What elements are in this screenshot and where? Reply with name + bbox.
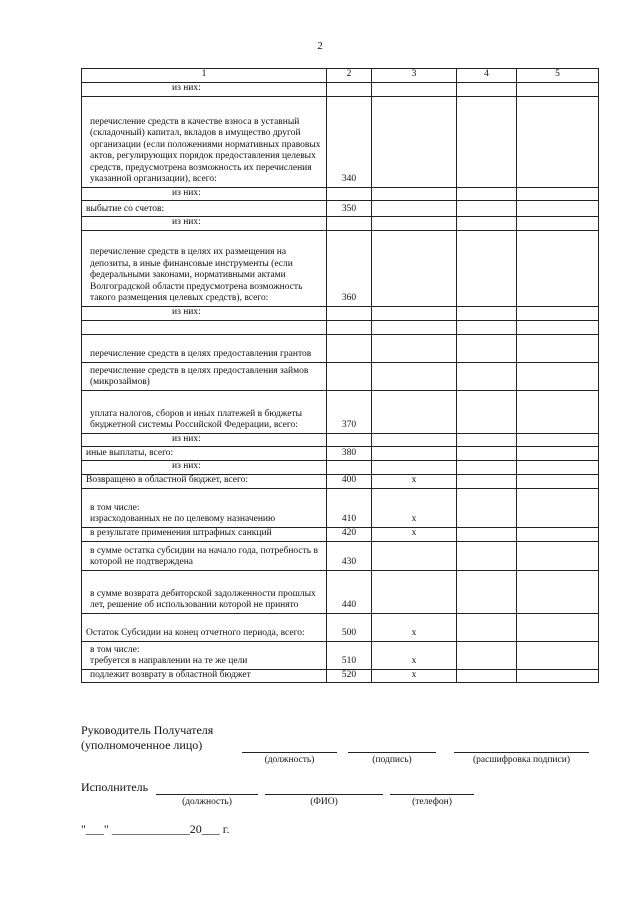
row-empty-cell [517, 201, 599, 217]
row-code [327, 334, 372, 362]
row-empty-cell [457, 390, 517, 433]
row-code [327, 320, 372, 334]
date-line: "___" _____________20___ г. [81, 822, 230, 836]
row-code: 370 [327, 390, 372, 433]
position-caption: (должность) [264, 755, 315, 765]
position-line [242, 752, 337, 753]
row-col3 [372, 187, 457, 201]
row-empty-cell [517, 433, 599, 447]
row-empty-cell [517, 641, 599, 669]
row-col3 [372, 461, 457, 475]
row-empty-cell [457, 570, 517, 613]
table-row [82, 362, 599, 390]
row-label: из них: [82, 461, 327, 475]
fio-caption: (ФИО) [310, 797, 338, 807]
row-empty-cell [457, 527, 517, 541]
row-empty-cell [517, 390, 599, 433]
row-code: 520 [327, 669, 372, 683]
row-code [327, 433, 372, 447]
row-label: в сумме остатка субсидии на начало года, потребность в которой не подтверждена [82, 541, 327, 570]
row-code [327, 187, 372, 201]
row-empty-cell [517, 541, 599, 570]
table-row [82, 187, 599, 201]
row-empty-cell [517, 474, 599, 488]
row-label: из них: [82, 306, 327, 320]
head-subtitle: (уполномоченное лицо) [81, 738, 203, 752]
row-label: в сумме возврата дебиторской задолженности прошлых лет, решение об использовании которой не принято [82, 570, 327, 613]
row-col3 [372, 83, 457, 97]
row-code: 360 [327, 230, 372, 306]
table-row [82, 447, 599, 461]
row-empty-cell [517, 527, 599, 541]
row-empty-cell [517, 334, 599, 362]
header-cell: 3 [372, 69, 457, 83]
row-code [327, 306, 372, 320]
row-col3 [372, 96, 457, 187]
row-label: перечисление средств в целях их размещения на депозиты, в иные финансовые инструменты (если федеральными законами, нормативными актами Волгоградской области предусмотрена возможность такого размещения целевых средств), всего: [82, 230, 327, 306]
row-col3: х [372, 613, 457, 641]
row-code [327, 461, 372, 475]
header-cell: 5 [517, 69, 599, 83]
signature-caption: (подпись) [372, 755, 412, 765]
row-code: 380 [327, 447, 372, 461]
row-col3: х [372, 641, 457, 669]
row-empty-cell [457, 541, 517, 570]
row-empty-cell [457, 641, 517, 669]
phone-caption: (телефон) [412, 797, 452, 807]
head-title: Руководитель Получателя [81, 723, 214, 737]
table-row [82, 541, 599, 570]
row-col3 [372, 334, 457, 362]
table-row [82, 669, 599, 683]
header-cell: 1 [82, 69, 327, 83]
row-label: в том числе: требуется в направлении на те же цели [82, 641, 327, 669]
table-row [82, 320, 599, 334]
row-col3 [372, 570, 457, 613]
row-code: 410 [327, 488, 372, 527]
row-col3 [372, 390, 457, 433]
table-row [82, 334, 599, 362]
table-row [82, 461, 599, 475]
row-empty-cell [457, 320, 517, 334]
table-row [82, 570, 599, 613]
row-empty-cell [517, 96, 599, 187]
row-code: 430 [327, 541, 372, 570]
table-row [82, 96, 599, 187]
row-label: перечисление средств в качестве взноса в уставный (складочный) капитал, вкладов в имущество другой организации (если положениями нормативных правовых актов, регулирующих порядок предоставления целевых средств, предусмотрена возможность их перечисления указанной организации), всего: [82, 96, 327, 187]
row-label: из них: [82, 217, 327, 231]
row-empty-cell [457, 187, 517, 201]
executor-label: Исполнитель [81, 780, 149, 794]
row-empty-cell [457, 230, 517, 306]
row-code: 420 [327, 527, 372, 541]
row-empty-cell [517, 570, 599, 613]
row-col3 [372, 201, 457, 217]
row-empty-cell [517, 230, 599, 306]
row-empty-cell [457, 217, 517, 231]
row-empty-cell [457, 461, 517, 475]
row-code [327, 83, 372, 97]
row-label: из них: [82, 433, 327, 447]
row-label: в результате применения штрафных санкций [82, 527, 327, 541]
row-col3: х [372, 527, 457, 541]
table-row [82, 230, 599, 306]
row-empty-cell [517, 83, 599, 97]
decode-caption: (расшифровка подписи) [473, 755, 570, 765]
row-label: уплата налогов, сборов и иных платежей в бюджеты бюджетной системы Российской Федерации, всего: [82, 390, 327, 433]
row-col3 [372, 433, 457, 447]
row-empty-cell [457, 96, 517, 187]
exec-position-line [156, 794, 258, 795]
table-row [82, 217, 599, 231]
row-code: 510 [327, 641, 372, 669]
row-label: выбытие со счетов: [82, 201, 327, 217]
fio-line [265, 794, 383, 795]
row-code: 350 [327, 201, 372, 217]
table-row [82, 433, 599, 447]
row-code: 400 [327, 474, 372, 488]
row-empty-cell [517, 217, 599, 231]
row-empty-cell [457, 306, 517, 320]
table-row [82, 306, 599, 320]
signature-line [348, 752, 436, 753]
row-label: из них: [82, 83, 327, 97]
table-row [82, 613, 599, 641]
row-code: 440 [327, 570, 372, 613]
row-empty-cell [457, 488, 517, 527]
row-col3 [372, 447, 457, 461]
row-empty-cell [517, 447, 599, 461]
row-col3: х [372, 474, 457, 488]
table-row [82, 527, 599, 541]
table-row [82, 488, 599, 527]
row-empty-cell [517, 320, 599, 334]
header-row [82, 69, 599, 83]
row-empty-cell [517, 488, 599, 527]
row-empty-cell [457, 447, 517, 461]
row-empty-cell [457, 83, 517, 97]
table-row [82, 390, 599, 433]
row-empty-cell [457, 201, 517, 217]
row-label: Остаток Субсидии на конец отчетного периода, всего: [82, 613, 327, 641]
report-table [81, 68, 599, 683]
row-empty-cell [517, 613, 599, 641]
page-number: 2 [317, 40, 323, 52]
row-code: 340 [327, 96, 372, 187]
row-label: Возвращено в областной бюджет, всего: [82, 474, 327, 488]
row-empty-cell [457, 362, 517, 390]
row-code [327, 217, 372, 231]
row-label: перечисление средств в целях предоставления грантов [82, 334, 327, 362]
row-col3 [372, 306, 457, 320]
row-empty-cell [517, 306, 599, 320]
row-empty-cell [517, 461, 599, 475]
row-empty-cell [517, 669, 599, 683]
row-col3 [372, 541, 457, 570]
header-cell: 2 [327, 69, 372, 83]
row-col3: х [372, 669, 457, 683]
row-col3 [372, 230, 457, 306]
row-col3 [372, 217, 457, 231]
row-empty-cell [457, 669, 517, 683]
row-col3: х [372, 488, 457, 527]
row-col3 [372, 320, 457, 334]
row-code: 500 [327, 613, 372, 641]
row-label: подлежит возврату в областной бюджет [82, 669, 327, 683]
row-col3 [372, 362, 457, 390]
phone-line [390, 794, 474, 795]
row-label [82, 320, 327, 334]
row-empty-cell [517, 362, 599, 390]
row-empty-cell [457, 613, 517, 641]
exec-position-caption: (должность) [182, 797, 232, 807]
row-empty-cell [517, 187, 599, 201]
row-label: в том числе: израсходованных не по целевому назначению [82, 488, 327, 527]
table-row [82, 474, 599, 488]
row-label: иные выплаты, всего: [82, 447, 327, 461]
row-label: перечисление средств в целях предоставления займов (микрозаймов) [82, 362, 327, 390]
table-row [82, 641, 599, 669]
row-code [327, 362, 372, 390]
header-cell: 4 [457, 69, 517, 83]
row-empty-cell [457, 474, 517, 488]
table-row [82, 83, 599, 97]
row-empty-cell [457, 433, 517, 447]
row-empty-cell [457, 334, 517, 362]
table-row [82, 201, 599, 217]
row-label: из них: [82, 187, 327, 201]
decode-line [454, 752, 589, 753]
